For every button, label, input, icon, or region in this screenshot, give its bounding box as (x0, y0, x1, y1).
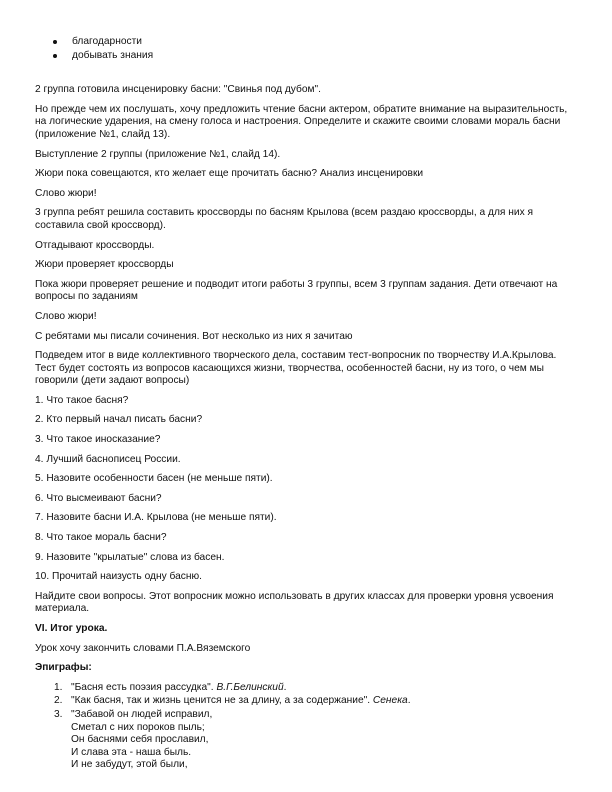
bullet-item: благодарности (35, 36, 580, 49)
question-item: 2. Кто первый начал писать басни? (35, 414, 203, 426)
question-item: 4. Лучший баснописец России. (35, 453, 181, 465)
epigraph-text: "Басня есть поэзия рассудка". (71, 681, 214, 693)
question-item: 10. Прочитай наизусть одну басню. (35, 571, 202, 583)
question-item: 6. Что высмеивают басни? (35, 492, 162, 504)
paragraph-jury-conferring: Жюри пока совещаются, кто желает еще прочитать басню? Анализ инсценировки (35, 168, 424, 180)
paragraph-jury-checks: Жюри проверяет кроссворды (35, 259, 174, 271)
epigraph-item (35, 695, 580, 708)
document-page (35, 36, 580, 773)
epigraph-end: . (407, 695, 411, 707)
epigraph-end: . (283, 681, 287, 693)
bullet-item: добывать знания (35, 50, 580, 63)
paragraph-group2: 2 группа готовила инсценировку басни: "Свинья под дубом". (35, 84, 321, 96)
paragraph-tasks: Пока жюри проверяет решение и подводит итоги работы 3 группы, всем 3 группам задания. Дети отвечают на вопросы по заданиям (35, 278, 558, 303)
epigraph-item (35, 682, 580, 695)
poem-line: Он баснями себя прославил, (71, 734, 209, 746)
question-item: 3. Что такое иносказание? (35, 434, 161, 446)
question-item: 7. Назовите басни И.А. Крылова (не меньше пяти). (35, 512, 277, 524)
epigraph-number: 3. (54, 708, 63, 720)
question-item: 5. Назовите особенности басен (не меньше пяти). (35, 473, 273, 485)
paragraph-jury-word-2: Слово жюри! (35, 310, 97, 322)
paragraph-jury-word: Слово жюри! (35, 187, 97, 199)
epigraph-text: "Как басня, так и жизнь ценится не за длину, а за содержание". (71, 695, 371, 707)
paragraph-closing: Найдите свои вопросы. Этот вопросник можно использовать в других классах для проверки уровня усвоения материала. (35, 590, 554, 615)
section-heading: VI. Итог урока. (35, 623, 108, 634)
question-item: 9. Назовите "крылатые" слова из басен. (35, 551, 225, 563)
poem-line: И не забудут, этой были, (71, 759, 188, 771)
epigraph-author: Сенека (372, 695, 408, 707)
poem-line: Сметал с них пороков пыль; (71, 721, 205, 733)
epigraph-author: В.Г.Белинский (216, 681, 284, 693)
poem-line: "Забавой он людей исправил, (71, 708, 213, 720)
epigraph-list (35, 682, 580, 772)
poem-line: И слава эта - наша быль. (71, 746, 192, 758)
paragraph-intro: Урок хочу закончить словами П.А.Вяземского (35, 642, 251, 654)
epigraph-number: 1. (54, 681, 63, 693)
paragraph-actor-reading: Но прежде чем их послушать, хочу предложить чтение басни актером, обратите внимание на выразительность, на логические ударения, на смену голоса и настроения. Определите и скажите своими словами мораль басни (приложение №1, слайд 13). (35, 103, 568, 140)
bullet-list (35, 36, 580, 62)
epigraph-poem (35, 709, 580, 772)
paragraph-summary: Подведем итог в виде коллективного творческого дела, составим тест-вопросник по творчеству И.А.Крылова. Тест будет состоять из вопросов касающихся жизни, творчества, особенностей басни, ну из того, о чем мы говорили (дети задают вопросы) (35, 350, 557, 387)
paragraph-performance: Выступление 2 группы (приложение №1, слайд 14). (35, 148, 281, 160)
question-item: 8. Что такое мораль басни? (35, 532, 167, 544)
epigraphs-heading: Эпиграфы: (35, 662, 92, 674)
paragraph-solving: Отгадывают кроссворды. (35, 239, 155, 251)
epigraph-number: 2. (54, 695, 63, 707)
paragraph-essays: С ребятами мы писали сочинения. Вот несколько из них я зачитаю (35, 330, 353, 342)
paragraph-group3: 3 группа ребят решила составить кроссворды по басням Крылова (всем раздаю кроссворды, а для них я составила свой кроссворд). (35, 207, 534, 231)
question-item: 1. Что такое басня? (35, 394, 129, 406)
